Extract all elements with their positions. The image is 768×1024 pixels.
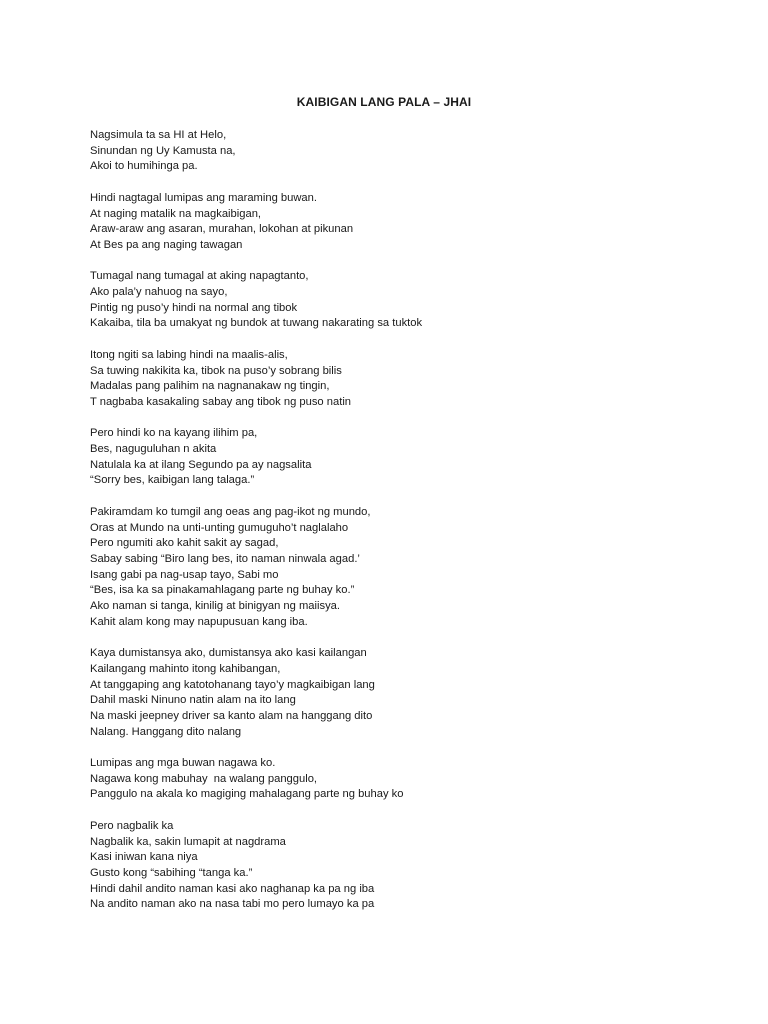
poem-line: T nagbaba kasakaling sabay ang tibok ng puso natin (90, 395, 352, 408)
poem-body (90, 128, 690, 929)
poem-line: Nalang. Hanggang dito nalang (90, 725, 242, 738)
poem-line: Akoi to humihinga pa. (90, 160, 198, 173)
poem-stanza (90, 269, 690, 332)
poem-line: Nagsimula ta sa HI at Helo, (90, 129, 227, 141)
poem-stanza (90, 646, 690, 740)
poem-stanza (90, 128, 690, 175)
poem-line: Ako naman si tanga, kinilig at binigyan ng maiisya. (90, 600, 340, 613)
poem-line: Panggulo na akala ko magiging mahalagang parte ng buhay ko (90, 788, 404, 801)
poem-line: Na maski jeepney driver sa kanto alam na hanggang dito (90, 709, 373, 722)
poem-stanza (90, 505, 690, 631)
poem-line: Natulala ka at ilang Segundo pa ay nagsalita (90, 458, 312, 471)
poem-line: Dahil maski Ninuno natin alam na ito lang (90, 694, 296, 707)
poem-line: Nagawa kong mabuhay na walang panggulo, (90, 772, 318, 785)
poem-line: Araw-araw ang asaran, murahan, lokohan at pikunan (90, 223, 354, 236)
poem-line: At Bes pa ang naging tawagan (90, 238, 243, 251)
poem-line: Pero nagbalik ka (90, 819, 174, 832)
poem-line: Isang gabi pa nag-usap tayo, Sabi mo (90, 568, 279, 581)
poem-line: Madalas pang palihim na nagnanakaw ng tingin, (90, 380, 330, 393)
poem-line: At naging matalik na magkaibigan, (90, 207, 262, 220)
poem-line: Kaya dumistansya ako, dumistansya ako kasi kailangan (90, 647, 367, 660)
poem-line: Kasi iniwan kana niya (90, 851, 198, 864)
poem-line: Hindi nagtagal lumipas ang maraming buwan. (90, 191, 317, 204)
poem-line: Hindi dahil andito naman kasi ako naghanap ka pa ng iba (90, 882, 375, 895)
poem-line: “Sorry bes, kaibigan lang talaga.” (90, 474, 255, 487)
poem-stanza (90, 819, 690, 913)
poem-line: Bes, naguguluhan n akita (90, 443, 217, 455)
poem-line: Sabay sabing “Biro lang bes, ito naman ninwala agad.’ (90, 552, 360, 565)
poem-line: Sinundan ng Uy Kamusta na, (90, 144, 236, 157)
poem-line: Kakaiba, tila ba umakyat ng bundok at tuwang nakarating sa tuktok (90, 317, 423, 330)
poem-stanza (90, 191, 690, 254)
poem-line: Pero ngumiti ako kahit sakit ay sagad, (90, 537, 279, 550)
poem-line: Pero hindi ko na kayang ilihim pa, (90, 427, 258, 440)
poem-stanza (90, 756, 690, 803)
poem-line: Na andito naman ako na nasa tabi mo pero lumayo ka pa (90, 898, 375, 911)
poem-stanza (90, 426, 690, 489)
poem-line: Lumipas ang mga buwan nagawa ko. (90, 757, 276, 770)
poem-line: “Bes, isa ka sa pinakamahlagang parte ng buhay ko.” (90, 584, 355, 597)
poem-line: Pakiramdam ko tumgil ang oeas ang pag-ikot ng mundo, (90, 505, 371, 518)
poem-line: Nagbalik ka, sakin lumapit at nagdrama (90, 835, 286, 848)
poem-line: Sa tuwing nakikita ka, tibok na puso’y sobrang bilis (90, 364, 342, 377)
poem-line: Pintig ng puso’y hindi na normal ang tibok (90, 301, 298, 314)
poem-line: Kahit alam kong may napupusuan kang iba. (90, 615, 308, 628)
poem-line: Kailangang mahinto itong kahibangan, (90, 662, 281, 675)
poem-line: Gusto kong “sabihing “tanga ka.” (90, 866, 253, 879)
poem-line: Tumagal nang tumagal at aking napagtanto, (90, 270, 309, 283)
poem-line: Itong ngiti sa labing hindi na maalis-alis, (90, 348, 288, 361)
poem-stanza (90, 348, 690, 411)
poem-line: Ako pala’y nahuog na sayo, (90, 286, 228, 298)
poem-line: At tanggaping ang katotohanang tayo’y magkaibigan lang (90, 678, 375, 691)
poem-line: Oras at Mundo na unti-unting gumuguho’t naglalaho (90, 521, 349, 534)
poem-title: KAIBIGAN LANG PALA – JHAI (296, 95, 472, 109)
